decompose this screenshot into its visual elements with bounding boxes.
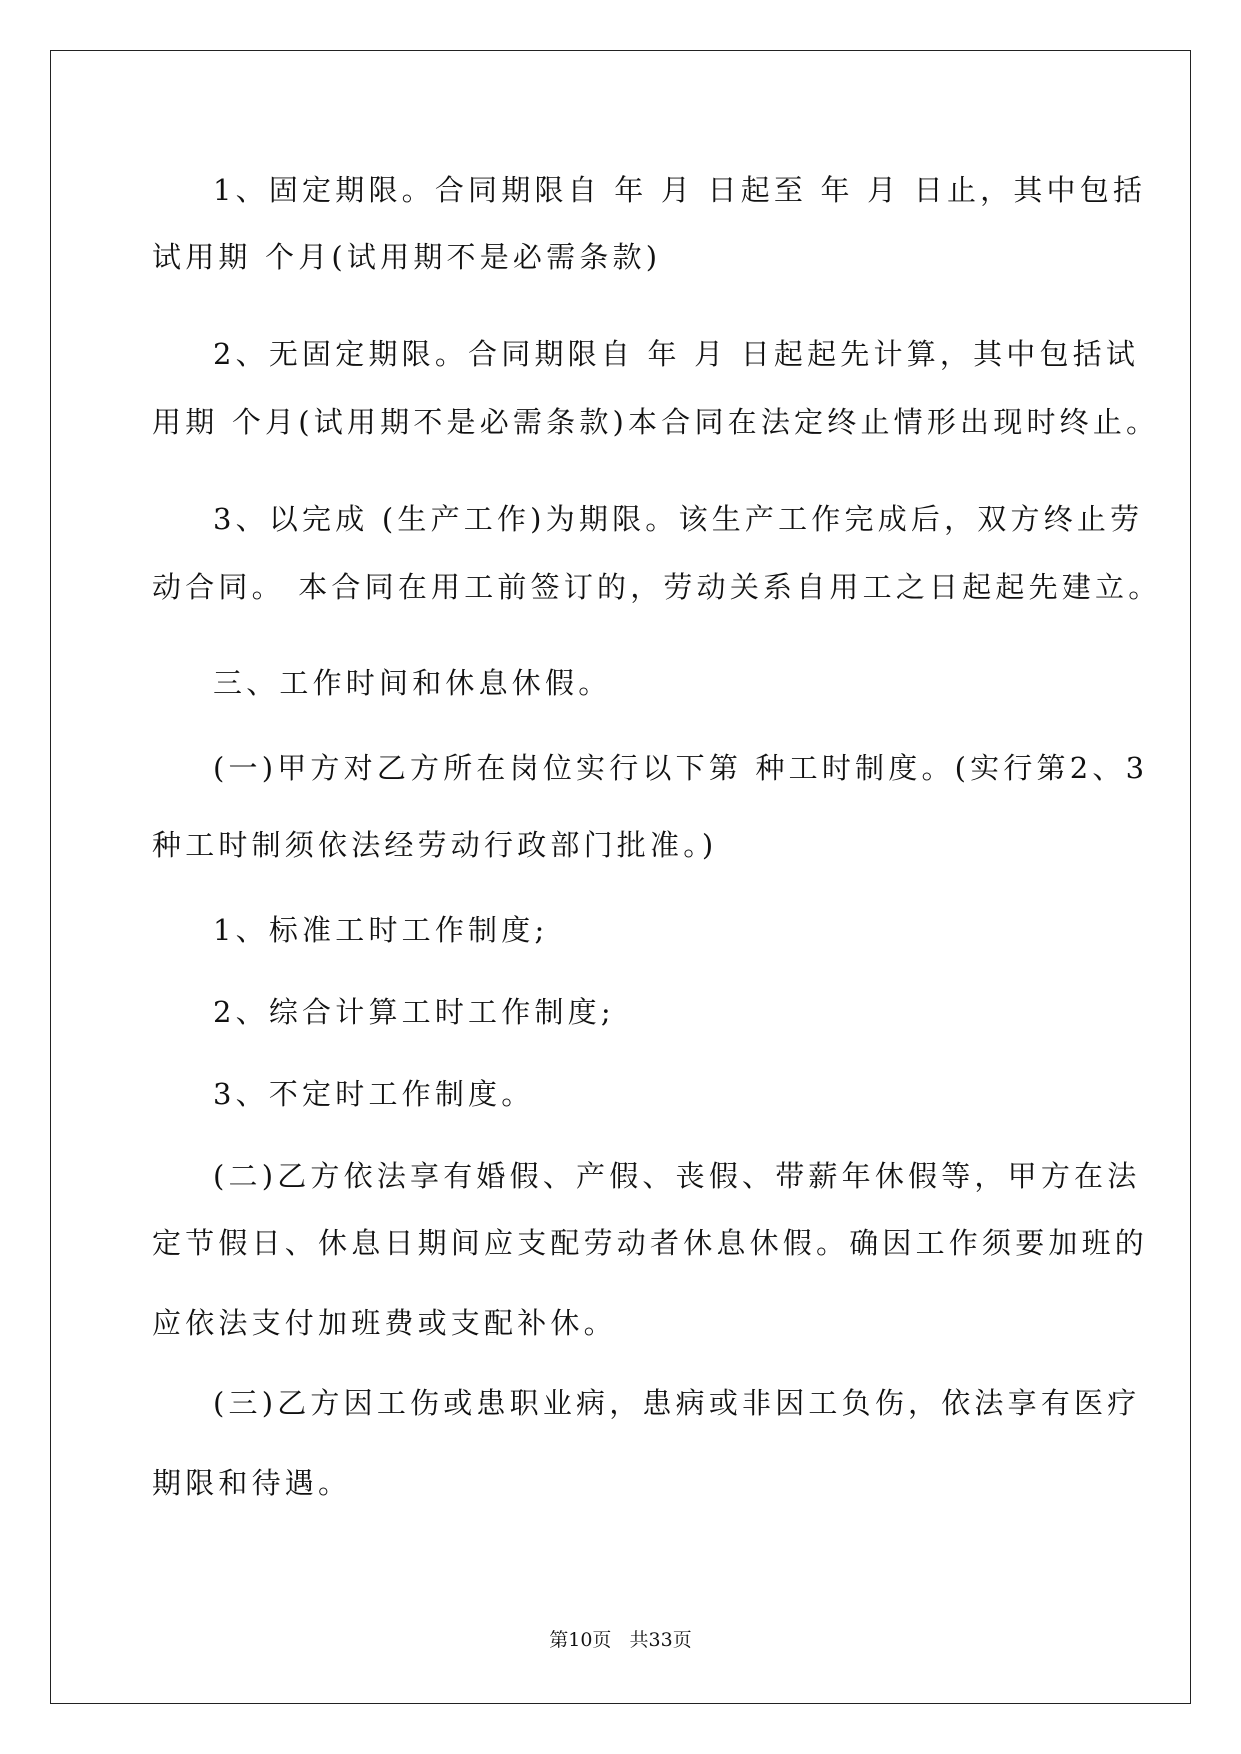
section-heading: 三、工作时间和休息休假。: [213, 666, 612, 700]
paragraph-line: 用期 个月(试用期不是必需条款)本合同在法定终止情形出现时终止。: [152, 405, 1160, 439]
paragraph-line: 2、无固定期限。合同期限自 年 月 日起起先计算，其中包括试: [213, 337, 1140, 371]
list-item: 2、综合计算工时工作制度;: [213, 995, 615, 1029]
list-item: 3、不定时工作制度。: [213, 1077, 535, 1111]
paragraph-line: 种工时制须依法经劳动行政部门批准。): [152, 828, 718, 862]
page-number-footer: 第10页 共33页: [549, 1629, 692, 1651]
paragraph-line: 定节假日、休息日期间应支配劳动者休息休假。确因工作须要加班的: [152, 1226, 1149, 1260]
paragraph-line: 期限和待遇。: [152, 1466, 352, 1500]
page-border: [50, 50, 1191, 1704]
paragraph-line: 1、固定期限。合同期限自 年 月 日起至 年 月 日止，其中包括: [213, 173, 1147, 207]
paragraph-line: (二)乙方依法享有婚假、产假、丧假、带薪年休假等，甲方在法: [213, 1159, 1141, 1193]
list-item: 1、标准工时工作制度;: [213, 913, 549, 947]
paragraph-line: (一)甲方对乙方所在岗位实行以下第 种工时制度。(实行第2、3: [213, 751, 1149, 785]
paragraph-line: 应依法支付加班费或支配补休。: [152, 1306, 617, 1340]
paragraph-line: 3、以完成 (生产工作)为期限。该生产工作完成后，双方终止劳: [213, 502, 1144, 536]
paragraph-line: 动合同。 本合同在用工前签订的，劳动关系自用工之日起起先建立。: [152, 570, 1162, 604]
paragraph-line: (三)乙方因工伤或患职业病，患病或非因工负伤，依法享有医疗: [213, 1386, 1141, 1420]
paragraph-line: 试用期 个月(试用期不是必需条款): [152, 240, 662, 274]
